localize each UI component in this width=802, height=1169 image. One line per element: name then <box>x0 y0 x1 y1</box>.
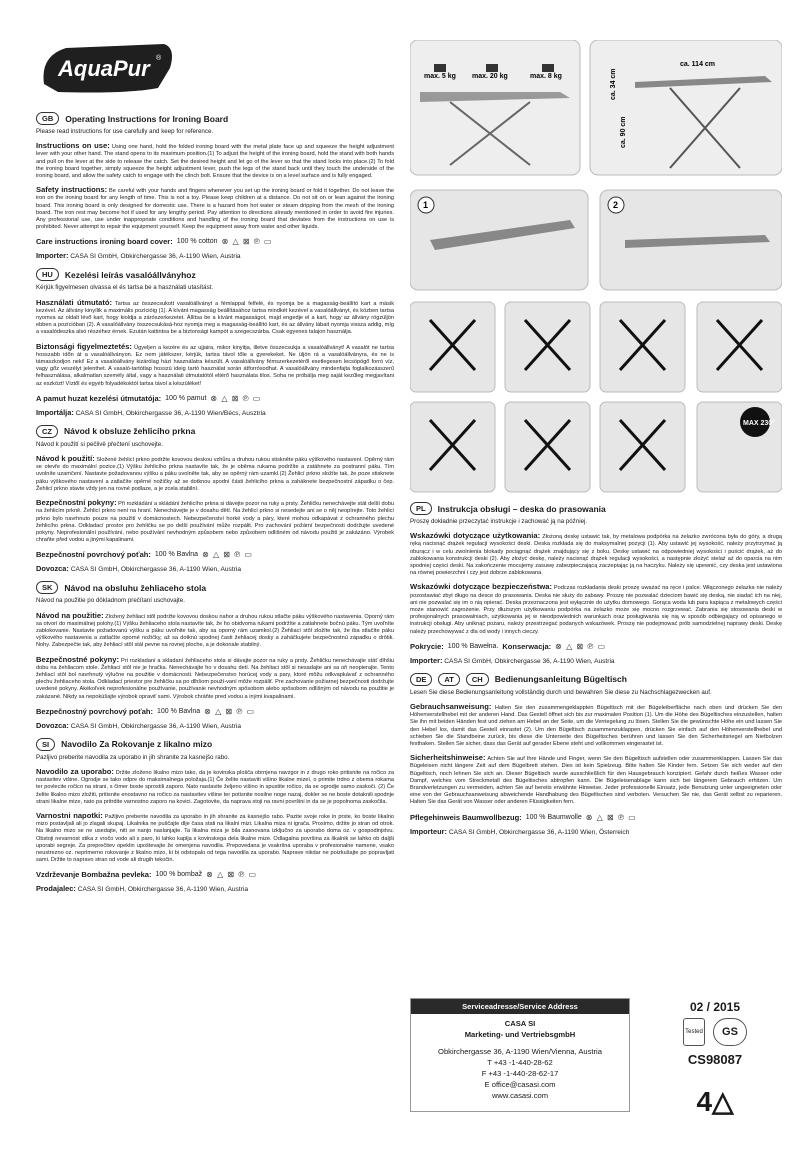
instruction-section <box>36 581 394 729</box>
language-code: SK <box>36 581 58 594</box>
service-header: Serviceadresse/Service Address <box>411 999 629 1014</box>
section-header <box>410 673 782 686</box>
safety-paragraph <box>36 499 394 544</box>
importer-line <box>410 656 782 665</box>
usage-paragraph <box>36 612 394 650</box>
gs-badge: GS <box>713 1018 747 1046</box>
section-header <box>36 112 394 125</box>
care-value: 100 % Bavlna <box>156 707 201 715</box>
instruction-section <box>36 738 394 894</box>
safety-paragraph-label: Biztonsági figyelmeztetés: <box>36 341 132 351</box>
label-max5: max. 5 kg <box>424 73 456 80</box>
importer-line <box>36 564 394 573</box>
care-value: 100 % Baumwolle <box>525 813 582 821</box>
language-code: CZ <box>36 425 58 438</box>
care-value: 100 % Bavlna <box>154 551 199 559</box>
section-intro: Návod k použití si pečlivě přečtení uschovejte. <box>36 440 163 448</box>
section-title: Instrukcja obsługi – deska do prasowania <box>437 503 606 514</box>
instruction-section <box>410 673 782 836</box>
safety-paragraph-text: Pri rozkladaní a skladaní žehliaceho stola si dávajte pozor na ruky a prsty. Žehličku nenechávajte stáť dlhšiu dobu na žehliacom stole. Žehliací stôl nie je hračka. Nenechávajte ho v dosahu detí. Na žehliaci stôl si nesadajte ani sa oň neopierajte. Tento žehliací stôl bol navrhnutý výlučne na použitie v domácnosti. Nebezpečenstvo horúcej vody a pary, ktoré môžu odkvapkávať z ochranného plechu žehliaceho stola. Odkladací priestor pre žehličku sa po dlhšom použí-vaní môže rozpáliť. Pre zachovanie požiarnej bezpečnosti dodržujte uvedené pokyny. Akékoľvek neprofesionálne používanie, používanie nevhodným spôsobom alebo spôsobom odlišným od návodu na použitie je zakázané. Nikdy sa nepokúšajte výrobok opraviť sami. Výrobok chráňte pred vodou a inými kvapalinami. <box>36 657 394 700</box>
service-address-box <box>410 998 630 1112</box>
care-symbols-icon: ⊗ △ ⊠ ℗ ▭ <box>204 706 256 716</box>
safety-paragraph-label: Bezpečnostné pokyny: <box>36 654 120 664</box>
care-line <box>36 394 394 403</box>
importer-value: CASA SI GmbH, Obkirchergasse 36, A-1190 Wien, Austria <box>70 253 241 261</box>
safety-paragraph-text: Ügyeljen a kezére és az ujjaira, mikor kinyitja, illetve összecsukja a vasalóállványt! A vasalót ne tartsa hosszabb időn át a vasalóállványon. Ez nem játékszer, kérjük, tartsa távol tőle a gyerekeket. Ne üljön rá a vasalóállványra, és ne is támaszkodjon neki! Ez a vasalóállvány kizárólag házi használatra készült. A vasalóállvány fémszerkezetéről esetlegesen lecsöpögő forró víz, vagy gőz veszélyt jelenthet. A vasaló-tartótlap hosszú ideig tartó használat során átforrósodhat. A vasalóállvány mindenfajta foglalkozásszerű felhasználása, alkalmatlan személy által, vagy a használati útmutatótól eltérő használata tilos. Soha ne próbálja meg saját kezűleg megjavítani az eszközt! Víztől és egyéb folyadékoktól tartsa távol a készüléket! <box>36 344 394 387</box>
safety-paragraph-text: Podczas rozkładania deski proszę uważać na ręce i palce. Włączonego żelazka nie należy pozostawiać zbyt długo na desce do prasowania. Deska nie służy do zabawy. Proszę nie pozwalać dzieciom bawić się deską, nie siadać ich na niej, ani nie pozwalać się im o nią opierać. Deska przeznaczona jest wyłącznie do użytku domowego. Gorąca woda lub para kapiąca z metalowych części może stanowić zagrożenie. Przy dłuższym użytkowaniu podpórka na żelazko może się mocno rozgrzewać. Zabrania się stosowania deski w profesjonalnych prasowalniach, użytkowania jej w nieodpowiednich warunkach oraz posługiwania się nią w sposób odbiegający od opisanego w instrukcji obsługi. Aby uniknąć pożaru, należy przestrzegać podanych wskazówek. Proszę nie podejmować prób samodzielnej naprawy deski. Deskę należy przechowywać z dla od wody i innych cieczy. <box>410 585 783 635</box>
safety-paragraph-label: Bezpečnostní pokyny: <box>36 498 117 508</box>
safety-paragraph-label: Sicherheitshinweise: <box>410 753 486 763</box>
section-header <box>36 738 394 751</box>
section-intro: Návod na použitie po dôkladnom prečítaní uschovajte. <box>36 597 185 605</box>
usage-paragraph <box>36 768 394 806</box>
care-label: A pamut huzat kezelési útmutatója: <box>36 393 162 403</box>
weight-icon-1 <box>434 64 446 72</box>
safety-paragraph-text: Pažljivo preberite navodila za uporabo in jih shranite za kasnejšo rabo. Pazite svoje roke in prste, ko boste likalno mizo postavljali ali jo zlagali skupaj. Likalnika ne puščajte dlje časa stati na likalni mizi. Likalna miza ni igrača. Prosimo, držite jo stran od otrok. Na likalno mizo se ne usedajte, niti se nanjo naslanjajte. Ta likalna miza je bila zasnovana izključno za uporabo doma oz. v gospodinjstvu. Obstoji nevarnost stika z vročo vodo ali s paro, ki lahko kaplja s kovinskega dela likalne mize. Odlagalna površina za likalnik se lahko ob daljši uporabi segreje. Za preprečitev opeklin upoštevajte že omenjena navodila. Prepovedana je vsakršna uporaba v profesionalne namene, vsako neustrezno oz. neprimerno rokovanje z likalno mizo, ki bi odstopalo od tega navodila za uporabo. Naprave nikdar ne poizkušajte po popravljati sami. Držite to napravo stran od vode ali drugih tekočin. <box>36 813 394 864</box>
product-code: CS98087 <box>687 1052 743 1067</box>
care-value: 100 % Bawełna. <box>447 642 499 650</box>
safety-paragraph-label: Safety instructions: <box>36 185 108 195</box>
care-symbols-icon: ⊗ △ ⊠ ℗ ▭ <box>585 812 637 822</box>
weight-icon-2 <box>486 64 498 72</box>
importer-label: Prodajalec: <box>36 884 76 894</box>
usage-paragraph <box>410 532 782 577</box>
logo-reg: ® <box>156 55 162 62</box>
care-value: 100 % pamut <box>165 394 207 402</box>
usage-paragraph-label: Návod k použití: <box>36 454 95 464</box>
care-label: Care instructions ironing board cover: <box>36 237 173 247</box>
importer-label: Dovozca: <box>36 564 69 574</box>
illustrations <box>410 40 782 495</box>
service-email: E office@casasi.com <box>484 1080 556 1089</box>
language-code: HU <box>36 268 59 281</box>
importer-value: CASA SI GmbH, Obkirchergasse 36, A-1190 Wien, Austria <box>70 566 241 574</box>
usage-paragraph-text: Halten Sie den zusammengeklappten Bügeltisch mit der Bügeleiberfläche nach oben und drücken Sie den Höhenverstellhebel mit der anderen Hand. Das Gestell öffnet sich bis zur maximalen Position (1). Um die Höhe des Bügeltisches einzustellen, halten Sie ihn mit beiden Händen fest und ziehen am Hebel an der Seite, um die Verriegelung zu lösen. Stellen Sie die gewünschte Höhe ein und lassen Sie den Hebel los, damit das Gestell einrastet (2). Um den Bügeltisch zusammenzuklappen, drücken Sie einfach auf den Höhenverstellhebel und schieben Sie die Standbeine zurück, bis diese die Unterseite des Bügeltisches berühren und lassen Sie den Sicherheitsriegel am Nietbolzen festhaken. Stellen Sie sicher, dass das Gerät auf gerader Ebene steht und vollkommen eingerastet ist. <box>410 705 783 748</box>
care-symbols-icon: ⊗ △ ⊠ ℗ ▭ <box>202 550 253 560</box>
section-intro: Proszę dokładnie przeczytać instrukcje i zachować ją na później. <box>410 518 588 525</box>
safety-paragraph-text: Při rozkládání a skládání žehlicího prkna si dávejte pozor na ruky a prsty. Žehličku nenechávejte stát delší dobu na žehlicím prkně. Žehlicí prkno není na hraní. Nenechávejte je v dosahu dětí. Na žehlicí prkno si nesedejte ani se o něj neopírejte. Toto žehlicí prkno bylo navrhnuto pouze na použití v domácnostech. Nebezpečenství horké vody a páry, které mohou odkapávat z ochranného plechu žehlicího prkna. Odkladací prostor pro žehličku se po delší používání může rozpálit. Pro zachování požární bezpečnosti dodržujte uvedené pokyny. Neprofesionální používání, nebo používání nevhodným způsobem nebo způsobem odlišném od návodu použití je zakázáno. Výrobek chraňte před vodou a jinými kapalinami. <box>36 501 394 544</box>
care-label: Pokrycie: <box>410 641 444 651</box>
importer-line <box>36 408 394 417</box>
label-114cm: ca. 114 cm <box>680 61 716 68</box>
section-title: Návod k obsluze žehlicího prkna <box>64 426 196 437</box>
care-label: Pflegehinweis Baumwollbezug: <box>410 812 522 822</box>
safety-paragraph-text: Be careful with your hands and fingers whenever you set up the ironing board or fold it together. Do not leave the iron on the ironing board for any length of time. This is not a toy. Please keep children at a distance. Do not sit on or lean against the ironing board. This ironing board is only designed for domestic use. There is a hazard from hot water or steam dripping from the mesh of the ironing board. The iron rest may become hot if used for any lengthy period. Pay attention to directions already mentioned in order to avoid fire injuries. Any professional use, use under inappropriate conditions and handling of the ironing board that deviates from the instructions on use is prohibited. Never attempt to repair the equipment yourself. Keep the equipment away from water and other liquids. <box>36 188 394 231</box>
section-header <box>410 502 782 515</box>
right-column <box>410 502 782 844</box>
care-symbols-icon: ⊗ △ ⊠ ℗ ▭ <box>206 870 258 880</box>
usage-paragraph-text: Držite zloženo likalno mizo tako, da je kovinska plošča obrnjena navzgor in z drugo roko pritisnite na ročico za nastavitev višine. Ogrodje se tako odpre do maksimalnega položaja.(1) Če želite nastaviti višino likalne mizeí, o primite trdno z obema rokama ter povlecite ročico na strani, s čimer boste sprostili zaporo. Nato nastavite željeno višino in spustite ročico, da se ogrodje samo zaskoči. (2) Če želite likalno mizo zložiti, pritisnite enostavno na ročico za nastavitev višine ter potisnite nosilne noge nazaj, dokler se ne boste dotaknili spodnje strani likalne mize, nato pa pritrdite varnostno zaporo na kovici. Zagotovite, da naprava stoji na ravni površini in da se je popolnoma zaskočila. <box>36 769 394 805</box>
section-intro: Please read instructions for use carefully and keep for reference. <box>36 128 214 135</box>
section-title: Navodilo Za Rokovanje z likalno mizo <box>61 739 213 750</box>
usage-paragraph-text: Tartsa az összecsukott vasalóállványt a fémlappal felfelé, és nyomja be a magasság-beállító kart a másik kezével. Az állvány kinyílik a maximális pozícióig (1). A kívánt magasság beállításához tartsa mindkét kezével a vasalóállványt, és közben tartsa nyomva az oldalt lévő kart, hogy kioldja a zárószerkezetet. Állítsa be a kívánt magasságot, majd engedje el a kart, hogy az állvány rögzüljön ebben a pozícióban (2). A vasalóállvány összecsukásá-hoz nyomja meg a magasság-beállító kart, és az állvány lábait nyomja vissza addig, míg a vasalódeszka alsó részéhez érnek. Ezután kattintsa be a biztonsági kampót a szegecszárba. Csak egyenes talajon használja. <box>36 300 394 336</box>
usage-paragraph-text: Složené žehlicí prkno podržte kovovou deskou vzhůru a druhou rukou stiskněte páku výškového nastavení. Opěrný rám se otevře do maximální pozice.(1) Výšku žehlicího prkna nastavíte tak, že je oběma rukama podržíte a zatáhnete za postranní páku. Tím uvolníte uzamčení. Nastavte požadovanou výšku a páku uvolněte tak, aby se opěrný rám uzamkl.(2) Žehlicí prkno složíte tak, že poze stisknete páku výškového nastavení a zatlačíte opěrné nožičky až se dotknou spodní části žehlicího prkna a zaháknete bezpečnostní západku o čep. Žehlicí prkno stavte vždy jen na rovné podlaze, a je zcela stabilní. <box>36 457 395 492</box>
importer-value: CASA SI GmbH, Obkirchergasse 36, A-1190 Wien, Austria <box>444 657 615 665</box>
tested-badge: Tested <box>683 1018 705 1046</box>
care-label: Bezpečnostní povrchový poťah: <box>36 550 151 560</box>
safety-paragraph <box>36 656 394 701</box>
safety-paragraph <box>36 343 394 388</box>
section-intro: Lesen Sie diese Bedienungsanleitung vollständig durch und bewahren Sie diese zu Nachschlagezwecken auf. <box>410 688 712 696</box>
meta-block <box>648 1000 782 1118</box>
care-line <box>36 550 394 559</box>
section-intro: Pazljivo preberite navodila za uporabo in jih shranite za kasnejšo rabo. <box>36 753 230 761</box>
language-code: CH <box>466 673 489 686</box>
section-header <box>36 425 394 438</box>
importer-label: Importálja: <box>36 407 74 417</box>
importer-line <box>36 884 394 893</box>
service-web: www.casasi.com <box>491 1091 549 1100</box>
brand-logo <box>38 38 178 98</box>
language-code: SI <box>36 738 55 751</box>
importer-label: Dovozca: <box>36 720 69 730</box>
language-code: DE <box>410 673 432 686</box>
importer-value: CASA SI GmbH, Obkirchergasse 36, A-1190 Wien/Bécs, Ausztria <box>75 409 266 417</box>
care-label: Bezpečnostný povrchový poťah: <box>36 706 153 716</box>
care-line <box>410 642 782 651</box>
care-symbols-icon: ⊗ △ ⊠ ℗ ▭ <box>555 641 607 651</box>
instruction-section <box>36 268 394 416</box>
safety-paragraph <box>36 812 394 864</box>
care2-label: Konserwacja: <box>502 641 552 651</box>
usage-paragraph-label: Használati útmutató: <box>36 297 113 307</box>
usage-paragraph-text: Złożoną deskę ustawić tak, by metalowa podpórka na żelazko zwrócona była do góry, a drugą ręką nacisnąć drążek regulacji wysokości deski. Deska rozkłada się do maksymalnej pozycji (1). Aby ustawić jej wysokość, należy przytrzymać ją oburącz i w celu zwolnienia blokady pociągnąć drążek znajdujący się z boku. Deskę ustawić na odpowiedniej wysokości i puścić drążek, aż do zablokowania konstrukcji deski (2). Aby złożyć deskę, należy nacisnąć drążek regulacji wysokości, a następnie złożyć stelaż aż do oparcia na nim spodniej części deski. Na zakończenie mocujemy zasuwę zabezpieczającą zaczepiając ją na haczyku. Należy się upewnić, czy deska jest ustawiona na równej powierzchni i czy jest dobrze zablokowana. <box>410 534 782 577</box>
usage-paragraph-label: Wskazówki dotyczące użytkowania: <box>410 531 541 541</box>
step1-num: 1 <box>423 200 429 210</box>
section-title: Bedienungsanleitung Bügeltisch <box>494 674 627 685</box>
usage-paragraph-text: Using one hand, hold the folded ironing board with the metal plate face up and squeeze the height adjustment lever with your other hand. The stand opens to its maximum position.(1) To adjust the height of the ironing board, hold the stand with both hands and pull on the lever at the side to release the catch. Set the desired height and let go of the lever so that the stand locks into place.(2) To fold the ironing board together, simply squeeze the height adjustment lever, push the legs of the stand back until they touch the underside of the ironing board, and allow the safety catch to engage with the clinch bolt. Ensure that the device is on a level surface and is fully engaged. <box>36 144 394 180</box>
usage-paragraph <box>410 703 782 748</box>
age-warning: 4△ <box>696 1086 734 1117</box>
left-column <box>36 112 394 901</box>
importer-value: CASA SI GmbH, Obkirchergasse 36, A-1190 Wien, Österreich <box>448 828 630 836</box>
safety-paragraph-text: Achten Sie auf Ihre Hände und Finger, wenn Sie den Bügeltisch aufstellen oder zusammenklappen. Lassen Sie das Bügeleisen nicht längere Zeit auf dem Bügelbrett stehen. Dies ist kein Spielzeug. Bitte halten Sie Kinder fern. Setzen Sie sich weder auf den Bügeltisch, noch lehnen Sie sich an. Dieser Bügeltisch wurde ausschließlich für den Hausgebrauch konzipiert. Gefahr durch heißes Wasser oder Dampf, welches vom Streckmetall des Bügeltisches abtropfen kann. Die Bügeleisenablage kann sich bei längerem Gebrauch erhitzen. Um Brandverletzungen zu vermeiden, achten Sie auf bereits erwähnte Hinweise. Jeder professionelle Einsatz, jede Benutzung unter ungeeigneten oder eine von der Gebrauchsanweisung abweichende Handhabung des Bügeltisches sind verboten. Versuchen Sie nie, das Gerät selbst zu reparieren. Halten Sie das Gerät von Wasser oder anderen Flüssigkeiten fern. <box>410 756 782 806</box>
importer-line <box>36 251 394 260</box>
weight-icon-3 <box>542 64 554 72</box>
care-symbols-icon: ⊗ △ ⊠ ℗ ▭ <box>210 393 262 403</box>
max-temp-label: MAX 230° <box>743 420 775 427</box>
care-label: Vzdrževanje Bombažna pevleka: <box>36 870 152 880</box>
service-tel: T +43 -1-440-28-62 <box>487 1058 553 1067</box>
label-90cm: ca. 90 cm <box>620 116 627 148</box>
instruction-section <box>410 502 782 665</box>
importer-line <box>410 827 782 836</box>
language-code: GB <box>36 112 59 125</box>
usage-paragraph <box>36 455 394 493</box>
importer-label: Importer: <box>36 251 69 261</box>
language-code: AT <box>438 673 459 686</box>
section-header <box>36 268 394 281</box>
label-34cm: ca. 34 cm <box>610 68 617 100</box>
language-code: PL <box>410 502 432 515</box>
panel-max-temp <box>697 402 782 492</box>
service-address: Obkirchergasse 36, A-1190 Wien/Vienna, Austria <box>438 1047 602 1056</box>
illustration-svg <box>410 40 782 495</box>
section-intro: Kérjük figyelmesen olvassa el és tartsa be a használati utasítást. <box>36 284 214 292</box>
safety-paragraph <box>410 754 782 806</box>
service-fax: F +43 -1-440-28-62-17 <box>481 1069 559 1078</box>
importer-line <box>36 721 394 730</box>
care-line <box>36 707 394 716</box>
step2-num: 2 <box>613 200 619 210</box>
section-title: Kezelési leírás vasalóállványhoz <box>64 269 196 280</box>
print-date: 02 / 2015 <box>689 1000 741 1014</box>
usage-paragraph-label: Navodilo za uporabo: <box>36 766 114 776</box>
care-line <box>36 870 394 879</box>
usage-paragraph <box>36 299 394 337</box>
usage-paragraph-label: Instructions on use: <box>36 141 110 151</box>
service-body <box>411 1014 629 1111</box>
logo-text: AquaPur <box>58 56 150 81</box>
importer-value: CASA SI GmbH, Obkirchergasse 36, A-1190 Wien, Austria <box>77 886 248 894</box>
usage-paragraph-label: Gebrauchsanweisung: <box>410 702 492 712</box>
usage-paragraph-text: Zložený žehliaci stôl podržte kovovou doskou nahor a druhou rukou stlačte páku výškového nastavenia. Oporný rám sa otvorí do maximálnej polohy.(1) Výšku žehliaceho stola nastavíte tak, že ho obidvoma rukami podržíte a zatiahnete bočnú páku. Tým uvoľníte zablokovanie. Nastavte požadovanú výšku a páku uvoľnite tak, aby sa oporný rám uzamkol.(2) Žehliací stôl zložíte tak, že iba stlačíte páku výškového nastavenia a zatlačíte oporné nožičky, až sa dotknú spodnej časti žehliacej dosky a zaháčkujete bezpečnostnú západku o drôtik. Nohy. Zabezpečte tak, aby žehliací stôl stál pevne na rovnej ploche, a je dokonale stabilný. <box>36 613 394 649</box>
care-symbols-icon: ⊗ △ ⊠ ℗ ▭ <box>221 237 273 247</box>
section-header <box>36 581 394 594</box>
badges <box>648 1018 782 1046</box>
section-title: Návod na obsluhu žehliaceho stola <box>64 582 207 593</box>
service-dept: Marketing- und VertriebsgmbH <box>464 1030 576 1039</box>
safety-paragraph-label: Wskazówki dotyczące bezpieczeństwa: <box>410 582 553 592</box>
importer-label: Importer: <box>410 655 443 665</box>
instruction-section <box>36 112 394 260</box>
label-max8: max. 8 kg <box>530 73 562 80</box>
importer-value: CASA SI GmbH, Obkirchergasse 36, A-1190 Wien, Austria <box>70 722 241 730</box>
usage-paragraph-label: Návod na použitie: <box>36 610 104 620</box>
importer-label: Importeur: <box>410 826 447 836</box>
instruction-section <box>36 425 394 573</box>
section-title: Operating Instructions for Ironing Board <box>65 113 229 124</box>
care-value: 100 % bombaž <box>155 871 203 879</box>
care-line <box>36 237 394 246</box>
usage-paragraph <box>36 142 394 180</box>
care-line <box>410 813 782 822</box>
safety-paragraph <box>410 583 782 635</box>
safety-paragraph <box>36 186 394 231</box>
service-company: CASA SI <box>504 1019 536 1028</box>
safety-paragraph-label: Varnostni napotki: <box>36 810 103 820</box>
care-value: 100 % cotton <box>176 238 218 246</box>
label-max20: max. 20 kg <box>472 73 508 80</box>
panel-weights <box>410 40 580 175</box>
